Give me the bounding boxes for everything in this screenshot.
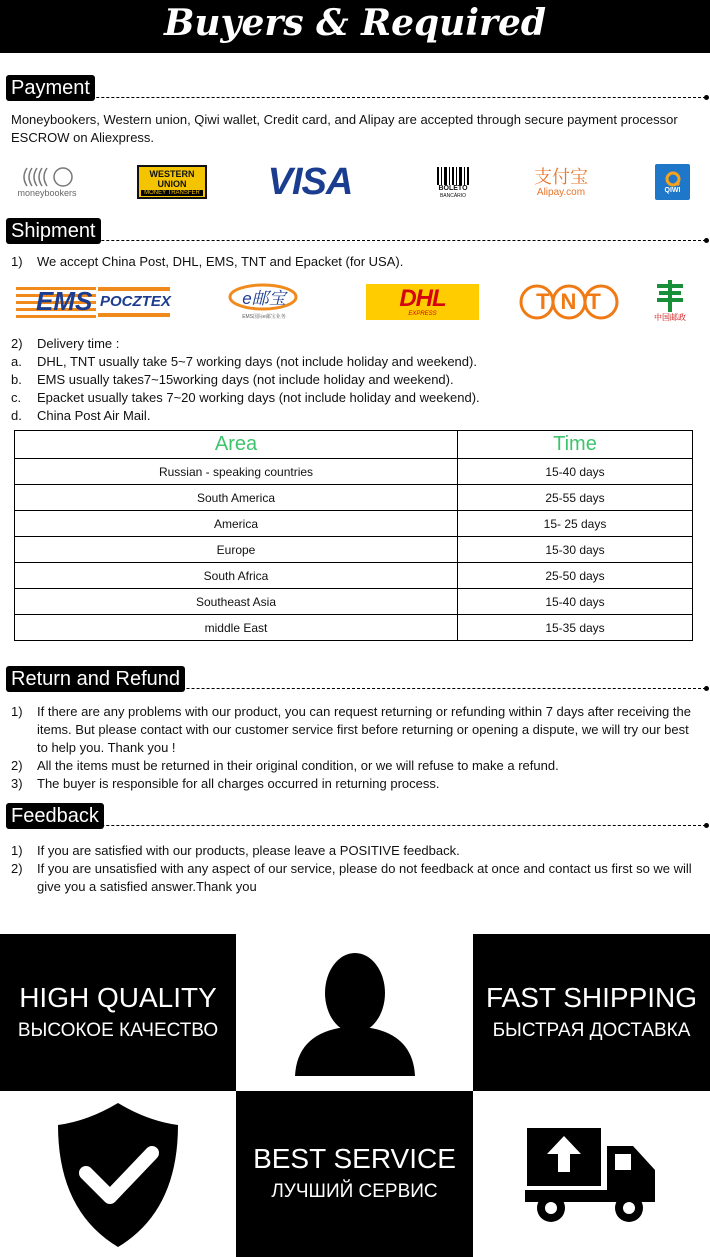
banner-underline bbox=[0, 50, 710, 53]
area-cell: Southeast Asia bbox=[15, 589, 458, 615]
list-letter: b. bbox=[11, 372, 22, 387]
qiwi-logo bbox=[655, 164, 690, 200]
list-text: Delivery time : bbox=[37, 336, 120, 351]
moneybookers-logo bbox=[16, 163, 78, 201]
list-number: 1) bbox=[11, 704, 23, 719]
refund-item bbox=[11, 757, 701, 775]
western-union-text-top: WESTERN bbox=[149, 168, 195, 179]
list-number: 1) bbox=[11, 843, 23, 858]
list-text: If you are unsatisfied with any aspect of our service, please do not feedback at once and contact us first so we will give you a satisfied answer.Thank you bbox=[37, 861, 692, 894]
list-letter: c. bbox=[11, 390, 22, 405]
ems-text: EMS bbox=[36, 286, 93, 316]
delivery-item bbox=[11, 353, 701, 371]
moneybookers-label: moneybookers bbox=[17, 188, 77, 198]
time-cell: 25-50 days bbox=[458, 563, 693, 589]
time-cell: 15-40 days bbox=[458, 589, 693, 615]
barcode-icon bbox=[436, 167, 470, 185]
area-cell: South America bbox=[15, 485, 458, 511]
area-cell: Russian - speaking countries bbox=[15, 459, 458, 485]
list-number: 3) bbox=[11, 776, 23, 791]
qiwi-icon bbox=[665, 171, 681, 187]
person-icon bbox=[289, 948, 421, 1078]
western-union-text-bottom: MONEY TRANSFER bbox=[141, 190, 203, 196]
area-cell: South Africa bbox=[15, 563, 458, 589]
area-cell: middle East bbox=[15, 615, 458, 641]
qiwi-text: QIWI bbox=[664, 186, 681, 194]
refund-heading: Return and Refund bbox=[6, 666, 185, 692]
payment-text: Moneybookers, Western union, Qiwi wallet, Credit card, and Alipay are accepted through secure payment processor ESCROW on Aliexpress. bbox=[11, 112, 678, 145]
list-text: DHL, TNT usually take 5~7 working days (not include holiday and weekend). bbox=[37, 354, 477, 369]
high-quality-title: HIGH QUALITY bbox=[19, 981, 217, 1013]
list-number: 2) bbox=[11, 336, 23, 351]
refund-section-heading bbox=[6, 666, 185, 692]
table-row bbox=[15, 511, 693, 537]
area-column-header: Area bbox=[15, 431, 458, 459]
shipment-section-heading bbox=[6, 218, 101, 244]
section-divider bbox=[6, 240, 706, 241]
time-cell: 15- 25 days bbox=[458, 511, 693, 537]
list-text: We accept China Post, DHL, EMS, TNT and Epacket (for USA). bbox=[37, 254, 404, 269]
list-text: If there are any problems with our product, you can request returning or refunding within 7 days after receiving the items. But please contact with our customer service first before returning or opening a dispute, we will try our best to help you. Thank you ! bbox=[37, 704, 691, 755]
delivery-item bbox=[11, 389, 701, 407]
epacket-text: e邮宝 bbox=[242, 289, 286, 308]
section-divider bbox=[6, 825, 706, 826]
customer-tile bbox=[236, 934, 473, 1091]
list-number: 1) bbox=[11, 254, 23, 269]
delivery-tile bbox=[473, 1091, 710, 1257]
time-cell: 25-55 days bbox=[458, 485, 693, 511]
feedback-section-heading bbox=[6, 803, 104, 829]
area-cell: America bbox=[15, 511, 458, 537]
guarantee-tile bbox=[0, 1091, 236, 1257]
table-row bbox=[15, 485, 693, 511]
boleto-logo bbox=[433, 163, 473, 203]
table-row bbox=[15, 589, 693, 615]
western-union-logo bbox=[137, 165, 207, 199]
fast-shipping-tile bbox=[473, 934, 710, 1091]
table-row bbox=[15, 563, 693, 589]
list-number: 2) bbox=[11, 861, 23, 876]
banner-title: Buyers & Required bbox=[163, 2, 547, 44]
dhl-text: DHL bbox=[399, 285, 446, 312]
shipment-heading: Shipment bbox=[6, 218, 101, 244]
dhl-logo bbox=[366, 284, 479, 320]
feedback-item bbox=[11, 860, 701, 896]
fast-shipping-subtitle: БЫСТРАЯ ДОСТАВКА bbox=[492, 1019, 691, 1041]
delivery-item bbox=[11, 371, 701, 389]
visa-text: VISA bbox=[267, 160, 353, 203]
table-row bbox=[15, 459, 693, 485]
list-text: The buyer is responsible for all charges occurred in returning process. bbox=[37, 776, 440, 791]
refund-item bbox=[11, 775, 701, 793]
alipay-logo bbox=[527, 163, 595, 201]
time-column-header: Time bbox=[458, 431, 693, 459]
section-divider bbox=[6, 97, 706, 98]
feedback-heading: Feedback bbox=[6, 803, 104, 829]
china-post-emblem-icon bbox=[653, 280, 687, 312]
alipay-cn-text: 支付宝 bbox=[534, 166, 588, 187]
feedback-item bbox=[11, 842, 701, 860]
section-divider-dot bbox=[704, 238, 709, 243]
china-post-logo bbox=[648, 276, 692, 326]
list-text: If you are satisfied with our products, please leave a POSITIVE feedback. bbox=[37, 843, 460, 858]
boleto-text-top: BOLETO bbox=[438, 185, 468, 192]
time-cell: 15-35 days bbox=[458, 615, 693, 641]
shipping-time-table bbox=[14, 430, 693, 641]
section-divider-dot bbox=[704, 823, 709, 828]
payment-heading: Payment bbox=[6, 75, 95, 101]
high-quality-subtitle: ВЫСОКОЕ КАЧЕСТВО bbox=[17, 1019, 219, 1041]
list-text: EMS usually takes7~15working days (not include holiday and weekend). bbox=[37, 372, 454, 387]
tnt-text: TNT bbox=[536, 289, 612, 314]
shield-check-icon bbox=[52, 1099, 184, 1249]
tnt-logo bbox=[519, 283, 619, 321]
boleto-text-bottom: BANCÁRIO bbox=[439, 193, 467, 199]
epacket-logo bbox=[228, 282, 300, 322]
ems-pocztex-logo bbox=[16, 283, 172, 321]
table-header-row bbox=[15, 431, 693, 459]
list-text: China Post Air Mail. bbox=[37, 408, 151, 423]
dhl-subtext: EXPRESS bbox=[408, 311, 437, 317]
list-letter: a. bbox=[11, 354, 22, 369]
delivery-item bbox=[11, 407, 701, 425]
best-service-tile bbox=[236, 1091, 473, 1257]
refund-item bbox=[11, 703, 701, 757]
delivery-truck-icon bbox=[525, 1124, 659, 1224]
table-row bbox=[15, 537, 693, 563]
time-cell: 15-30 days bbox=[458, 537, 693, 563]
list-text: All the items must be returned in their original condition, or we will refuse to make a refund. bbox=[37, 758, 559, 773]
shipment-intro bbox=[11, 253, 701, 271]
payment-section-heading bbox=[6, 75, 95, 101]
china-post-text: 中国邮政 bbox=[654, 312, 686, 322]
section-divider-dot bbox=[704, 95, 709, 100]
delivery-title bbox=[11, 335, 701, 353]
area-cell: Europe bbox=[15, 537, 458, 563]
list-text: Epacket usually takes 7~20 working days (not include holiday and weekend). bbox=[37, 390, 480, 405]
best-service-subtitle: ЛУЧШИЙ СЕРВИС bbox=[271, 1181, 438, 1202]
fast-shipping-title: FAST SHIPPING bbox=[485, 981, 698, 1013]
list-number: 2) bbox=[11, 758, 23, 773]
pocztex-text: POCZTEX bbox=[100, 293, 171, 310]
western-union-text-mid: UNION bbox=[157, 178, 187, 189]
list-letter: d. bbox=[11, 408, 22, 423]
epacket-subtext: EMS国际e邮宝业务 bbox=[242, 314, 286, 320]
high-quality-tile bbox=[0, 934, 236, 1091]
page-banner bbox=[0, 0, 710, 50]
time-cell: 15-40 days bbox=[458, 459, 693, 485]
table-row bbox=[15, 615, 693, 641]
alipay-en-text: Alipay.com bbox=[536, 186, 586, 198]
section-divider-dot bbox=[704, 686, 709, 691]
best-service-title: BEST SERVICE bbox=[253, 1143, 456, 1174]
visa-logo bbox=[258, 162, 362, 202]
